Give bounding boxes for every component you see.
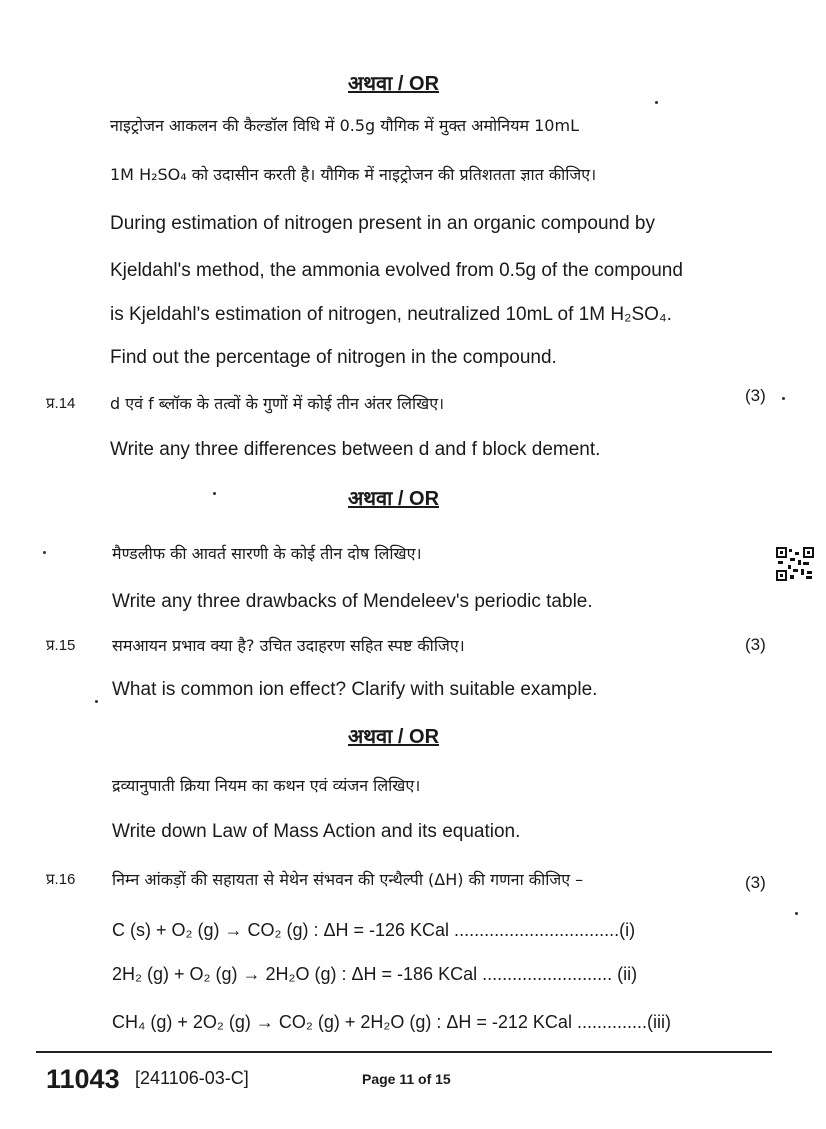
question-number-16: प्र.16 <box>46 871 76 888</box>
footer-divider <box>36 1051 772 1053</box>
q13-or-english-line-2: Kjeldahl's method, the ammonia evolved from 0.5g of the compound <box>110 260 683 281</box>
q14-or-english: Write any three drawbacks of Mendeleev's periodic table. <box>112 591 593 612</box>
equation-2: 2H₂ (g) + O₂ (g) → 2H₂O (g) : ΔH = -186 KCal .......................... (ii) <box>112 964 638 984</box>
scan-speck <box>43 551 46 554</box>
q14-hindi: d एवं f ब्लॉक के तत्वों के गुणों में कोई तीन अंतर लिखिए। <box>110 394 445 413</box>
equation-3: CH₄ (g) + 2O₂ (g) → CO₂ (g) + 2H₂O (g) : ΔH = -212 KCal ..............(iii) <box>112 1012 671 1032</box>
or-heading-1: अथवा / OR <box>348 73 440 95</box>
question-number-15: प्र.15 <box>46 637 76 654</box>
q16-marks: (3) <box>745 873 766 892</box>
equation-1: C (s) + O₂ (g) → CO₂ (g) : ΔH = -126 KCal .................................(i) <box>112 920 636 940</box>
q15-english: What is common ion effect? Clarify with suitable example. <box>112 679 598 700</box>
question-number-14: प्र.14 <box>46 395 76 412</box>
qr-code-icon <box>776 547 814 581</box>
q14-marks: (3) <box>745 386 766 405</box>
scan-speck <box>782 397 785 400</box>
q14-english: Write any three differences between d and f block dement. <box>110 439 601 460</box>
q15-or-english: Write down Law of Mass Action and its equation. <box>112 821 521 842</box>
q15-marks: (3) <box>745 635 766 654</box>
q15-or-hindi: द्रव्यानुपाती क्रिया नियम का कथन एवं व्यंजन लिखिए। <box>112 776 421 795</box>
or-heading-2: अथवा / OR <box>348 488 440 510</box>
q13-or-english-line-3: is Kjeldahl's estimation of nitrogen, neutralized 10mL of 1M H₂SO₄. <box>110 304 672 325</box>
q13-or-hindi-line-2: 1M H₂SO₄ को उदासीन करती है। यौगिक में नाइट्रोजन की प्रतिशतता ज्ञात कीजिए। <box>110 165 597 184</box>
paper-code: 11043 <box>46 1064 120 1094</box>
scan-speck <box>213 492 216 495</box>
q13-or-hindi-line-1: नाइट्रोजन आकलन की कैल्डॉल विधि में 0.5g यौगिक में मुक्त अमोनियम 10mL <box>110 116 579 135</box>
scan-speck <box>795 912 798 915</box>
scan-speck <box>655 101 658 104</box>
page-number: Page 11 of 15 <box>362 1071 451 1087</box>
q13-or-english-line-1: During estimation of nitrogen present in an organic compound by <box>110 213 655 234</box>
q16-hindi: निम्न आंकड़ों की सहायता से मेथेन संभवन की एन्थैल्पी (ΔH) की गणना कीजिए – <box>112 870 584 889</box>
scan-speck <box>95 700 98 703</box>
q15-hindi: समआयन प्रभाव क्या है? उचित उदाहरण सहित स्पष्ट कीजिए। <box>112 636 465 655</box>
paper-subcode: [241106-03-C] <box>135 1068 249 1088</box>
q13-or-english-line-4: Find out the percentage of nitrogen in the compound. <box>110 347 557 368</box>
or-heading-3: अथवा / OR <box>348 726 440 748</box>
q14-or-hindi: मैण्डलीफ की आवर्त सारणी के कोई तीन दोष लिखिए। <box>112 544 422 563</box>
